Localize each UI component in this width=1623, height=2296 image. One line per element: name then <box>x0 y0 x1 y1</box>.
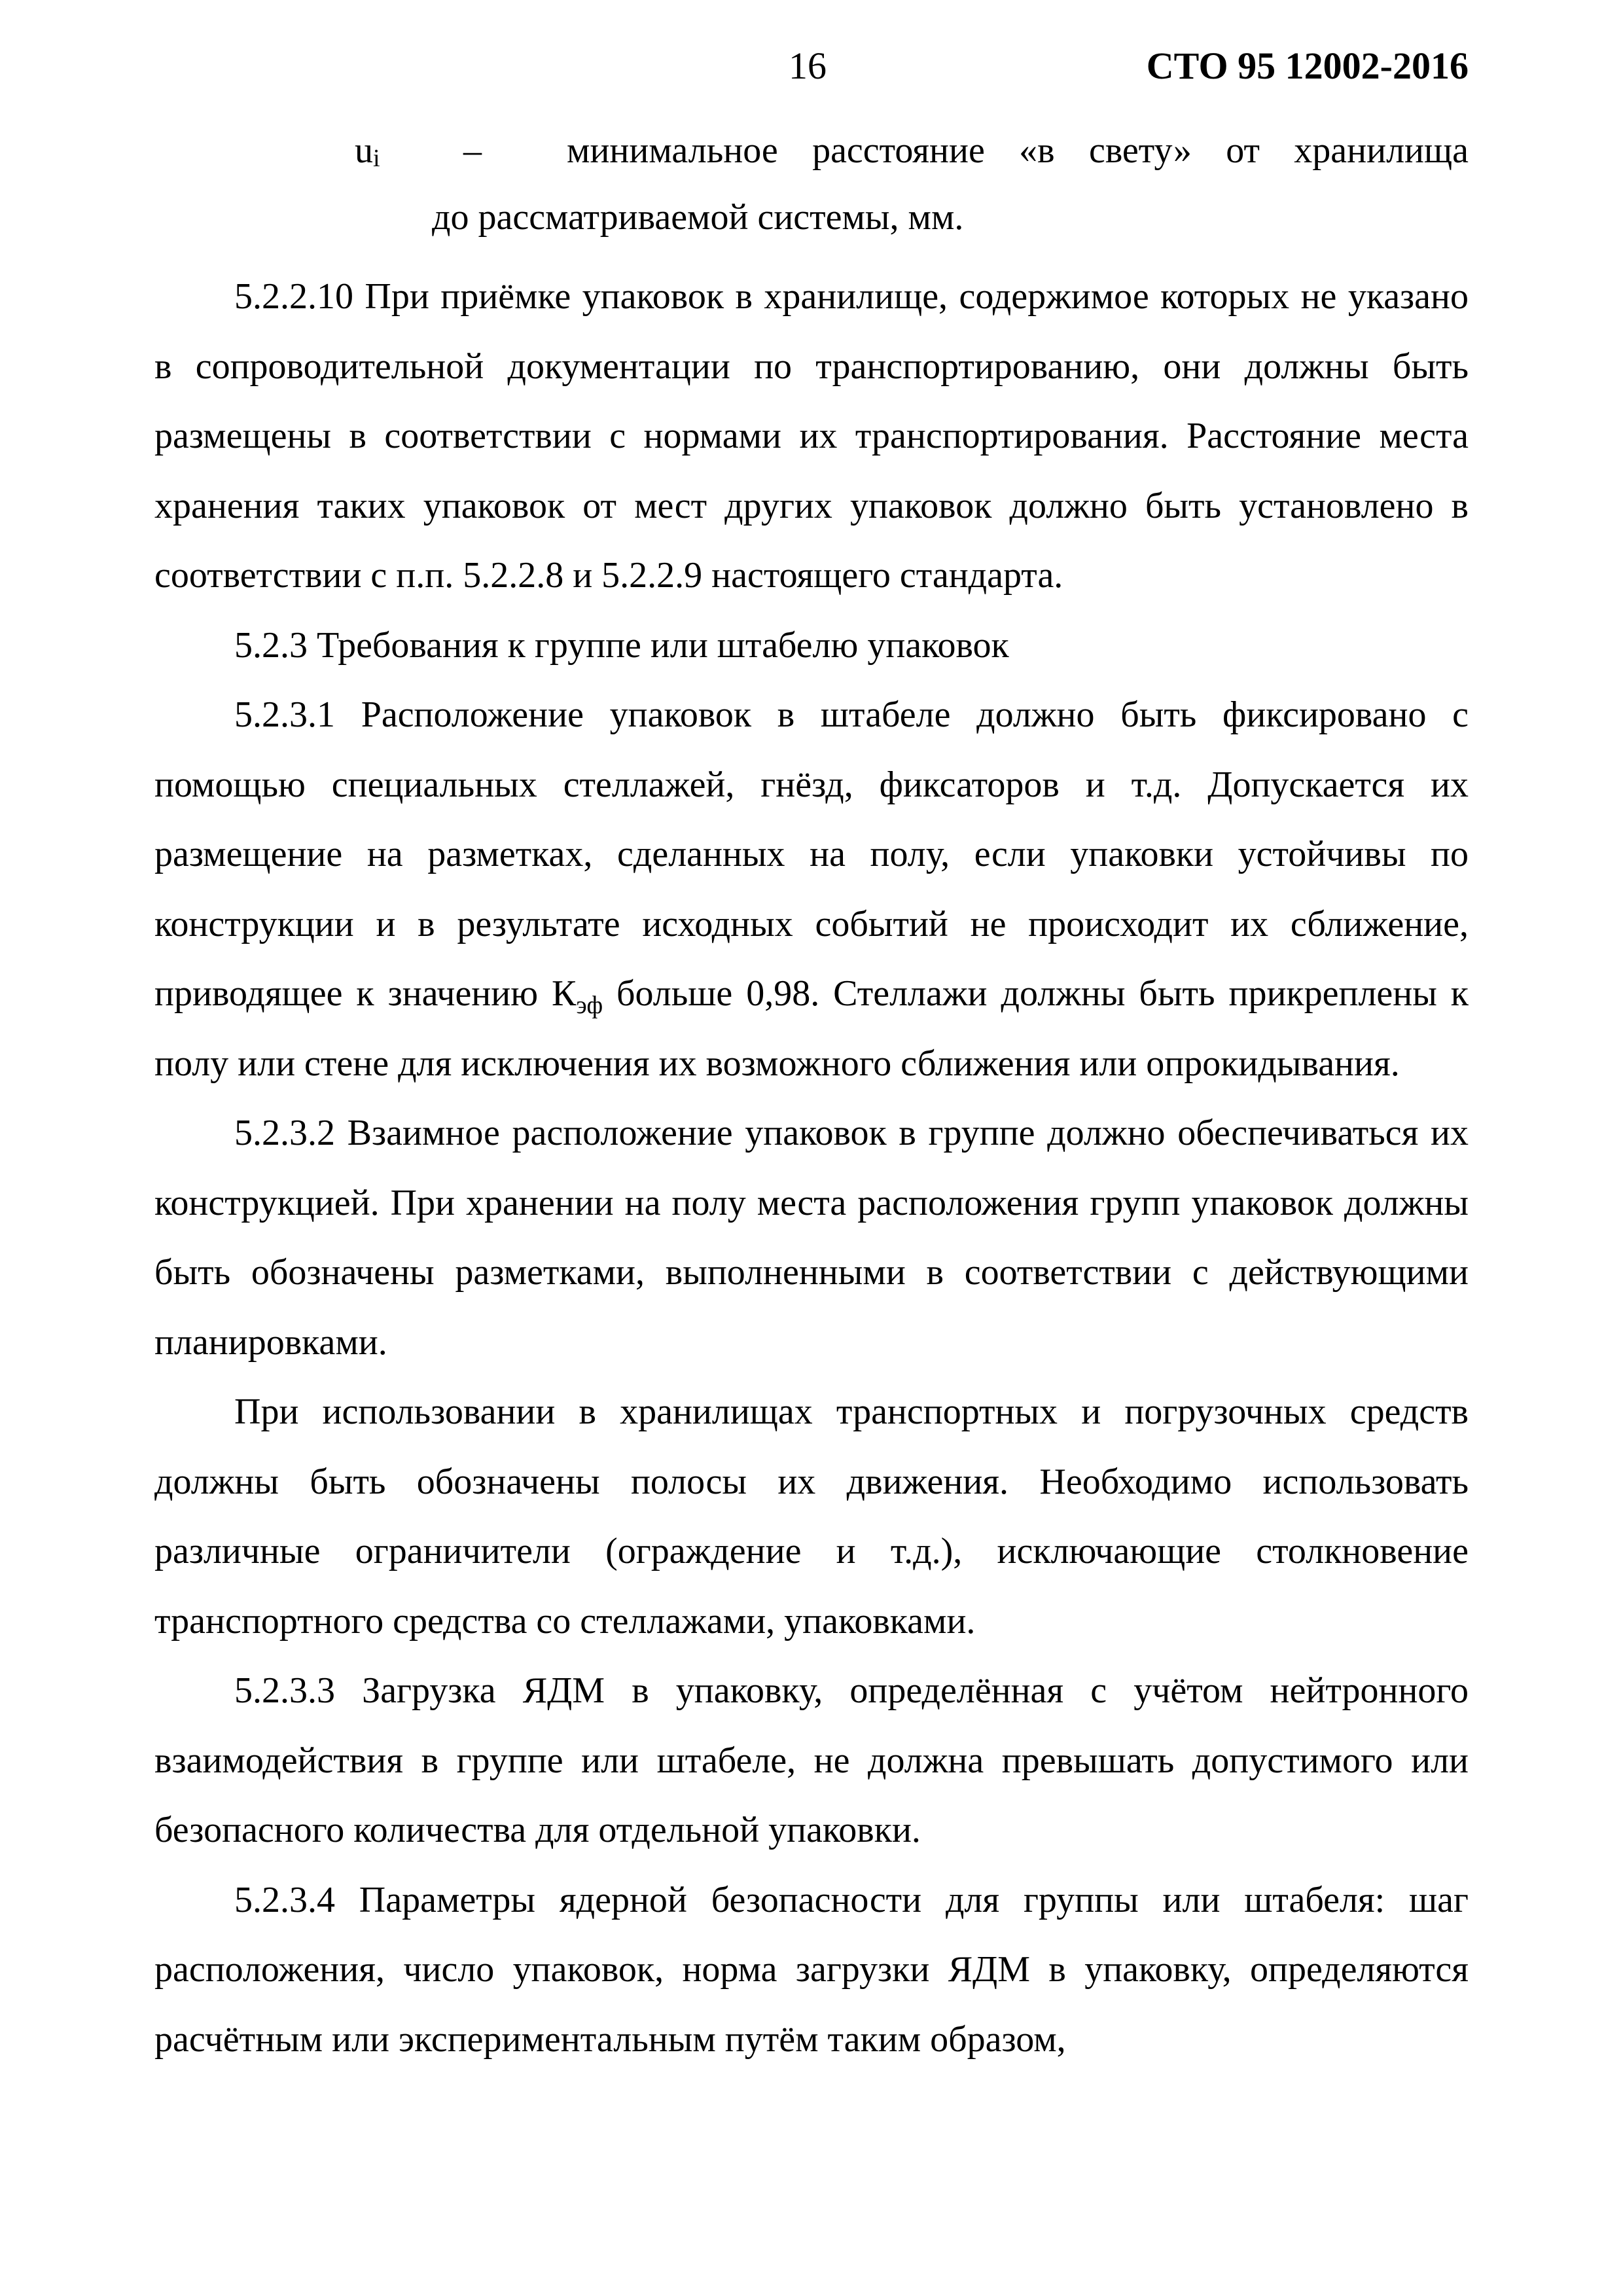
paragraph-5-2-2-10: 5.2.2.10 При приёмке упаковок в хранилище, содержимое которых не указано в сопроводительной документации по транспортированию, они должны быть размещены в соответствии с нормами их транспортирования. Расстояние места хранения таких упаковок от мест других упаковок должно быть установлено в соответствии с п.п. 5.2.2.8 и 5.2.2.9 настоящего стандарта. <box>154 276 1469 596</box>
definition-dash: – <box>463 130 482 171</box>
paragraph-transport: При использовании в хранилищах транспортных и погрузочных средств должны быть обозначены полосы их движения. Необходимо использовать различные ограничители (ограждение и т.д.), исключающие столкновение транспортного средства со стеллажами, упаковками. <box>154 1391 1469 1641</box>
definition-text: минимальное расстояние «в свету» от хранилища <box>567 130 1469 171</box>
paragraph-5-2-3-3: 5.2.3.3 Загрузка ЯДМ в упаковку, определённая с учётом нейтронного взаимодействия в группе или штабеле, не должна превышать допустимого или безопасного количества для отдельной упаковки. <box>154 1670 1469 1850</box>
definition-symbol-base: u <box>355 130 373 171</box>
k-eff-subscript: эф <box>576 992 603 1019</box>
body-text <box>154 262 1469 2074</box>
definition-symbol-subscript: i <box>373 145 380 172</box>
paragraph-5-2-3-1-part-2: больше 0,98. Стеллажи должны быть прикреплены к полу или стене для исключения их возможного сближения или опрокидывания. <box>154 973 1469 1084</box>
document-code: СТО 95 12002-2016 <box>1146 45 1469 87</box>
definition-row <box>0 124 1623 177</box>
paragraph-5-2-3-4: 5.2.3.4 Параметры ядерной безопасности для группы или штабеля: шаг расположения, число упаковок, норма загрузки ЯДМ в упаковку, определяются расчётным или экспериментальным путём таким образом, <box>154 1879 1469 2060</box>
paragraph-5-2-3-1 <box>154 680 1469 1098</box>
paragraph-5-2-3-1-part-1: 5.2.3.1 Расположение упаковок в штабеле должно быть фиксировано с помощью специальных стеллажей, гнёзд, фиксаторов и т.д. Допускается их размещение на разметках, сделанных на полу, если упаковки устойчивы по конструкции и в результате исходных событий не происходит их сближение, приводящее к значению К <box>154 694 1469 1014</box>
section-heading-5-2-3: 5.2.3 Требования к группе или штабелю упаковок <box>234 624 1009 666</box>
paragraph-5-2-3-2: 5.2.3.2 Взаимное расположение упаковок в группе должно обеспечиваться их конструкцией. При хранении на полу места расположения групп упаковок должны быть обозначены разметками, выполненными в соответствии с действующими планировками. <box>154 1113 1469 1363</box>
definition-continuation: до рассматриваемой системы, мм. <box>432 197 964 238</box>
definition-symbol <box>355 124 380 177</box>
page-number: 16 <box>789 45 827 87</box>
